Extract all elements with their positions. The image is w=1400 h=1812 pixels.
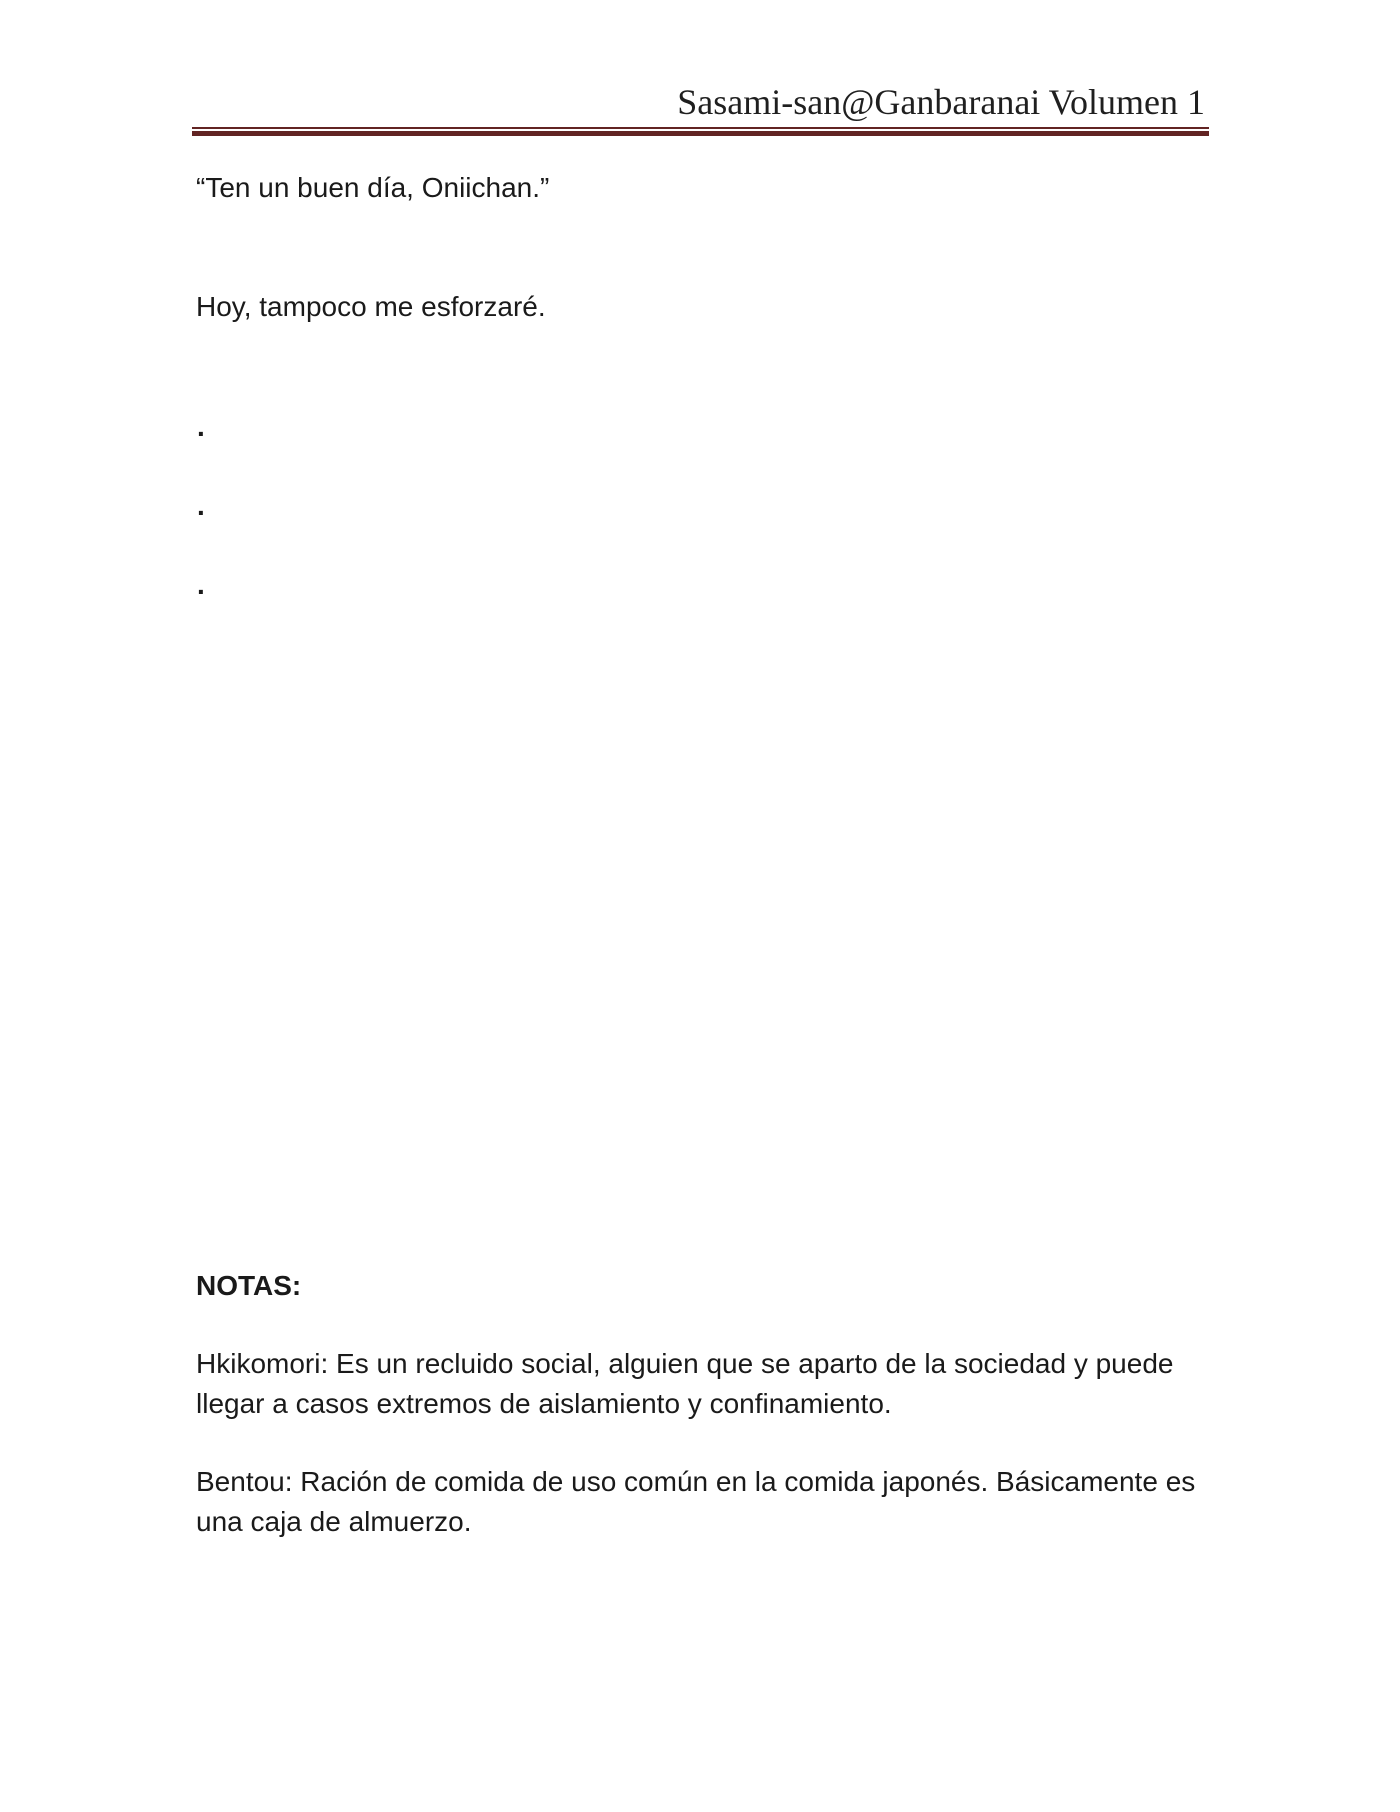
header-title: Sasami-san@Ganbaranai Volumen 1 [677,82,1205,122]
separator-dot: . [197,490,205,521]
dialogue-line: “Ten un buen día, Oniichan.” [196,172,550,203]
notes-heading: NOTAS: [196,1270,302,1301]
separator-dot: . [197,569,205,600]
header-rule-thin [192,127,1209,129]
note-hikikomori: Hkikomori: Es un recluido social, alguien que se aparto de la sociedad y puede llegar a casos extremos de aislamiento y confinamiento. [196,1348,1174,1419]
note-bentou: Bentou: Ración de comida de uso común en la comida japonés. Básicamente es una caja de almuerzo. [196,1466,1196,1537]
header-rule-thick [192,131,1209,136]
narration-line: Hoy, tampoco me esforzaré. [196,291,546,322]
separator-dot: . [197,411,205,442]
